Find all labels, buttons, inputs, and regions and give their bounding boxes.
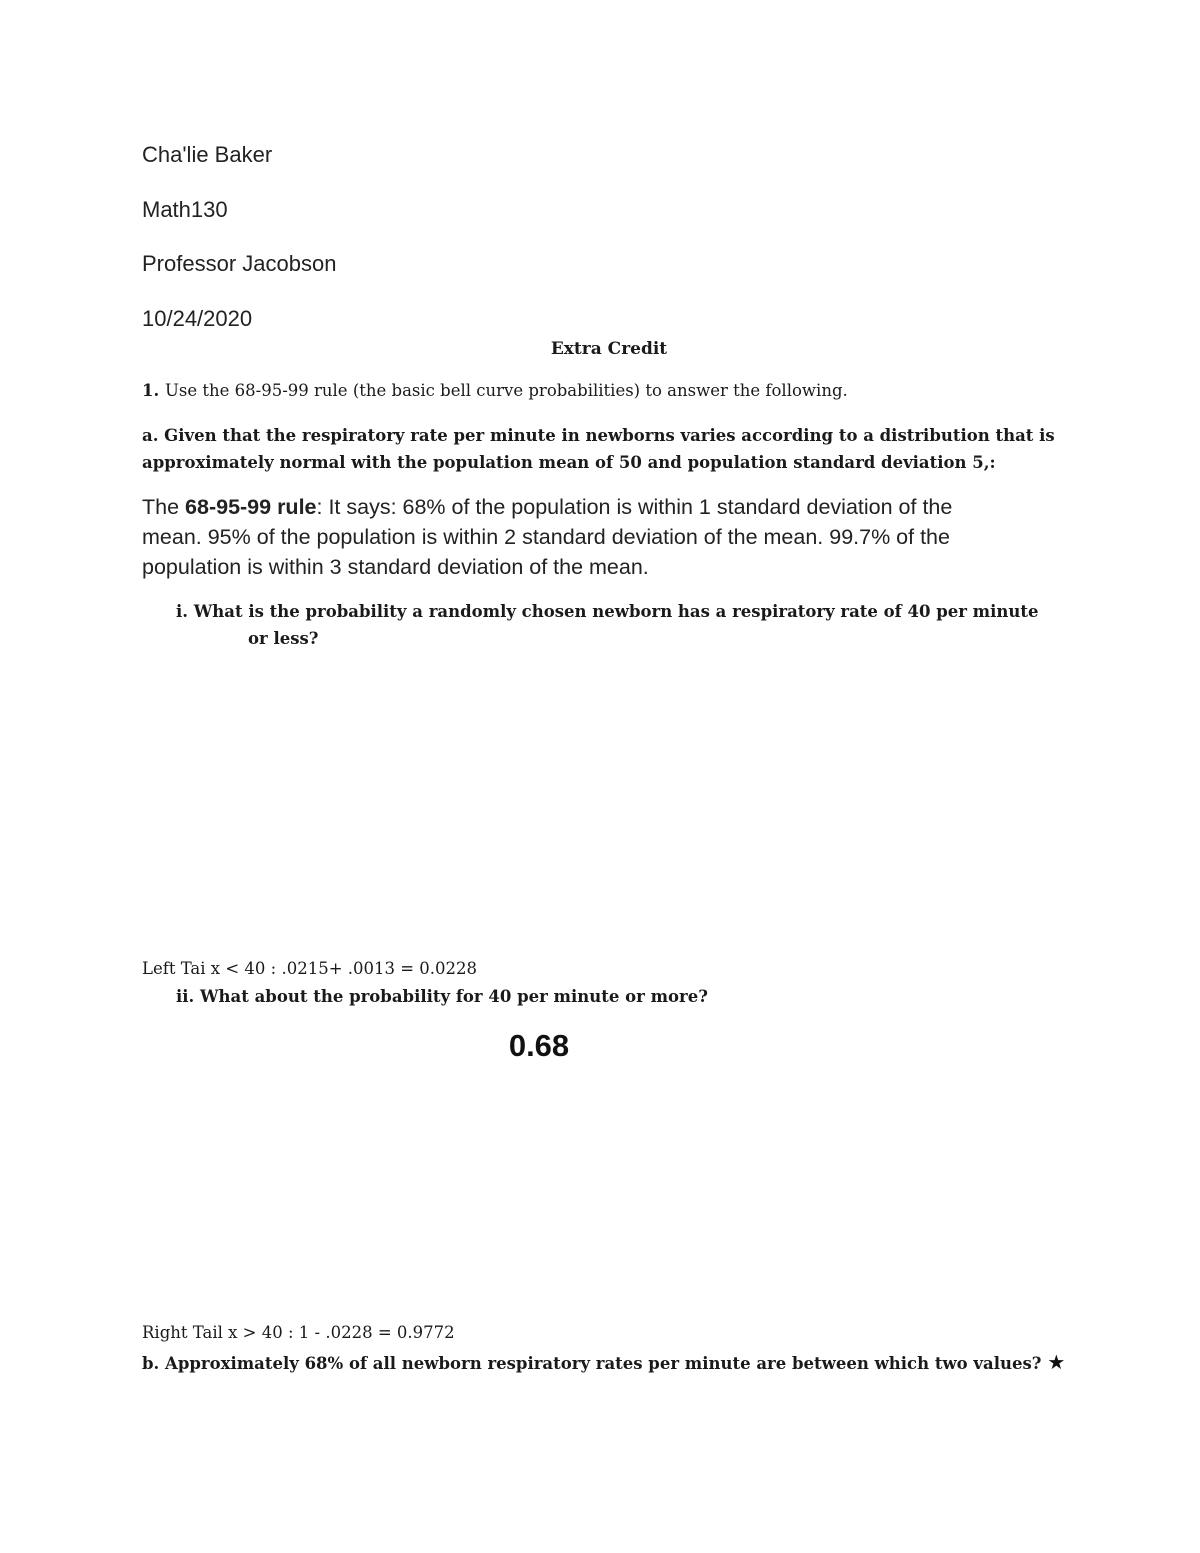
rule-explanation-line-3: population is within 3 standard deviation of the mean.	[142, 555, 649, 579]
question-1a-line-2: approximately normal with the population mean of 50 and population standard deviation 5,:	[142, 453, 996, 472]
question-ii: ii. What about the probability for 40 per minute or more?	[176, 987, 708, 1006]
question-i-line-2: or less?	[248, 629, 319, 648]
document-title: Extra Credit	[550, 339, 668, 359]
question-i-line-1: i. What is the probability a randomly chosen newborn has a respiratory rate of 40 per minute	[176, 602, 1039, 621]
rule-explanation-line-1	[142, 495, 952, 520]
question-1-text: Use the 68-95-99 rule (the basic bell curve probabilities) to answer the following.	[164, 381, 848, 400]
rule-name: 68-95-99 rule	[185, 495, 317, 519]
right-tail-work: Right Tail x > 40 : 1 - .0228 = 0.9772	[142, 1323, 455, 1342]
rule-explanation-line-2: mean. 95% of the population is within 2 standard deviation of the mean. 99.7% of the	[142, 525, 950, 549]
question-1-number: 1.	[142, 381, 160, 400]
document-date: 10/24/2020	[142, 306, 253, 331]
professor-name: Professor Jacobson	[142, 251, 337, 276]
left-tail-work: Left Tai x < 40 : .0215+ .0013 = 0.0228	[142, 959, 478, 978]
rule-prefix: The	[142, 495, 186, 519]
course-name: Math130	[142, 197, 228, 222]
answer-value: 0.68	[508, 1028, 570, 1063]
question-1a-line-1: a. Given that the respiratory rate per minute in newborns varies according to a distribution that is	[142, 426, 1055, 445]
author-name: Cha'lie Baker	[142, 142, 273, 167]
question-1	[142, 381, 848, 400]
question-b	[142, 1350, 1065, 1374]
star-icon: ★	[1047, 1350, 1066, 1374]
rule-line-1-rest: : It says: 68% of the population is within 1 standard deviation of the	[316, 495, 953, 519]
question-b-text: b. Approximately 68% of all newborn respiratory rates per minute are between which two values?	[142, 1354, 1042, 1373]
